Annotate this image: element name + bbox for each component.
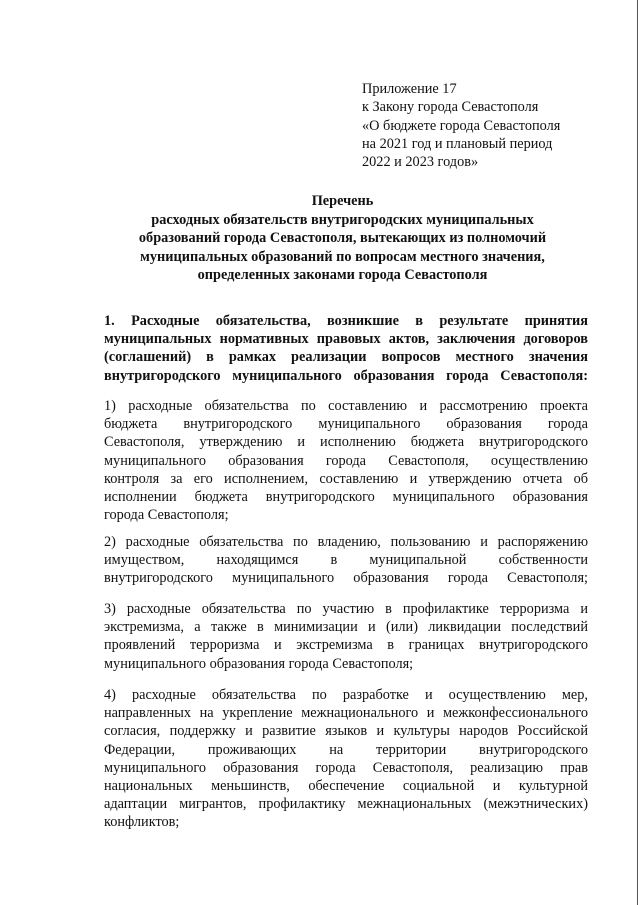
paragraph-line: национальных меньшинств, обеспечение социальной и культурной: [104, 777, 588, 794]
list-item: [104, 533, 588, 588]
page-edge-line: [637, 0, 638, 905]
appendix-line: Приложение 17: [362, 81, 457, 97]
document-title: [100, 192, 585, 285]
paragraph-line: муниципального образования города Севастополя, реализацию прав: [104, 759, 588, 776]
list-item: [104, 686, 588, 832]
heading-line: внутригородского муниципального образования города Севастополя:: [104, 367, 588, 384]
appendix-note: [362, 80, 622, 171]
heading-line: (соглашений) в рамках реализации вопросов местного значения: [104, 349, 588, 366]
list-item: [104, 600, 588, 673]
appendix-line: «О бюджете города Севастополя: [362, 117, 561, 134]
paragraph-line: города Севастополя;: [104, 507, 229, 524]
paragraph-line: муниципального образования города Севастополя, осуществлению: [104, 452, 588, 469]
title-line: муниципальных образований по вопросам местного значения,: [140, 248, 545, 265]
title-head: Перечень: [311, 193, 374, 209]
paragraph-line: Федерации, проживающих на территории внутригородского: [104, 741, 588, 758]
paragraph-line: направленных на укрепление межнационального и межконфессионального: [104, 705, 588, 722]
paragraph-line: 2) расходные обязательства по владению, пользованию и распоряжению: [104, 534, 588, 550]
paragraph-line: 1) расходные обязательства по составлению и рассмотрению проекта: [104, 398, 588, 414]
appendix-line: 2022 и 2023 годов»: [362, 154, 479, 171]
paragraph-line: конфликтов;: [104, 814, 180, 831]
paragraph-line: контроля за его исполнением, составлению и утверждению отчета об: [104, 470, 588, 487]
heading-line: муниципальных нормативных правовых актов, заключения договоров: [104, 331, 588, 348]
list-item: [104, 397, 588, 524]
paragraph-line: муниципального образования города Севастополя;: [104, 655, 414, 672]
appendix-line: к Закону города Севастополя: [362, 99, 539, 116]
paragraph-line: адаптации мигрантов, профилактику межнациональных (межэтнических): [104, 796, 588, 813]
title-line: определенных законами города Севастополя: [197, 267, 488, 283]
paragraph-line: проявлений терроризма и экстремизма в границах внутригородского: [104, 637, 588, 654]
paragraph-line: экстремизма, а также в минимизации и (или) ликвидации последствий: [104, 619, 588, 636]
title-line: образований города Севастополя, вытекающих из полномочий: [138, 230, 547, 246]
paragraph-line: имуществом, находящимся в муниципальной собственности: [104, 552, 588, 569]
paragraph-line: исполнении бюджета внутригородского муниципального образования: [104, 488, 588, 505]
paragraph-line: 3) расходные обязательства по участию в профилактике терроризма и: [104, 601, 588, 617]
appendix-line: на 2021 год и плановый период: [362, 135, 553, 152]
heading-line: 1. Расходные обязательства, возникшие в результате принятия: [104, 313, 588, 329]
paragraph-line: согласия, поддержку и развитие языков и культуры народов Российской: [104, 723, 588, 740]
paragraph-line: Севастополя, утверждению и исполнению бюджета внутригородского: [104, 434, 588, 451]
title-line: расходных обязательств внутригородских муниципальных: [151, 211, 534, 228]
paragraph-line: внутригородского муниципального образования города Севастополя;: [104, 570, 588, 587]
paragraph-line: бюджета внутригородского муниципального образования города: [104, 416, 588, 433]
section-heading: [104, 312, 588, 385]
paragraph-line: 4) расходные обязательства по разработке и осуществлению мер,: [104, 687, 588, 703]
